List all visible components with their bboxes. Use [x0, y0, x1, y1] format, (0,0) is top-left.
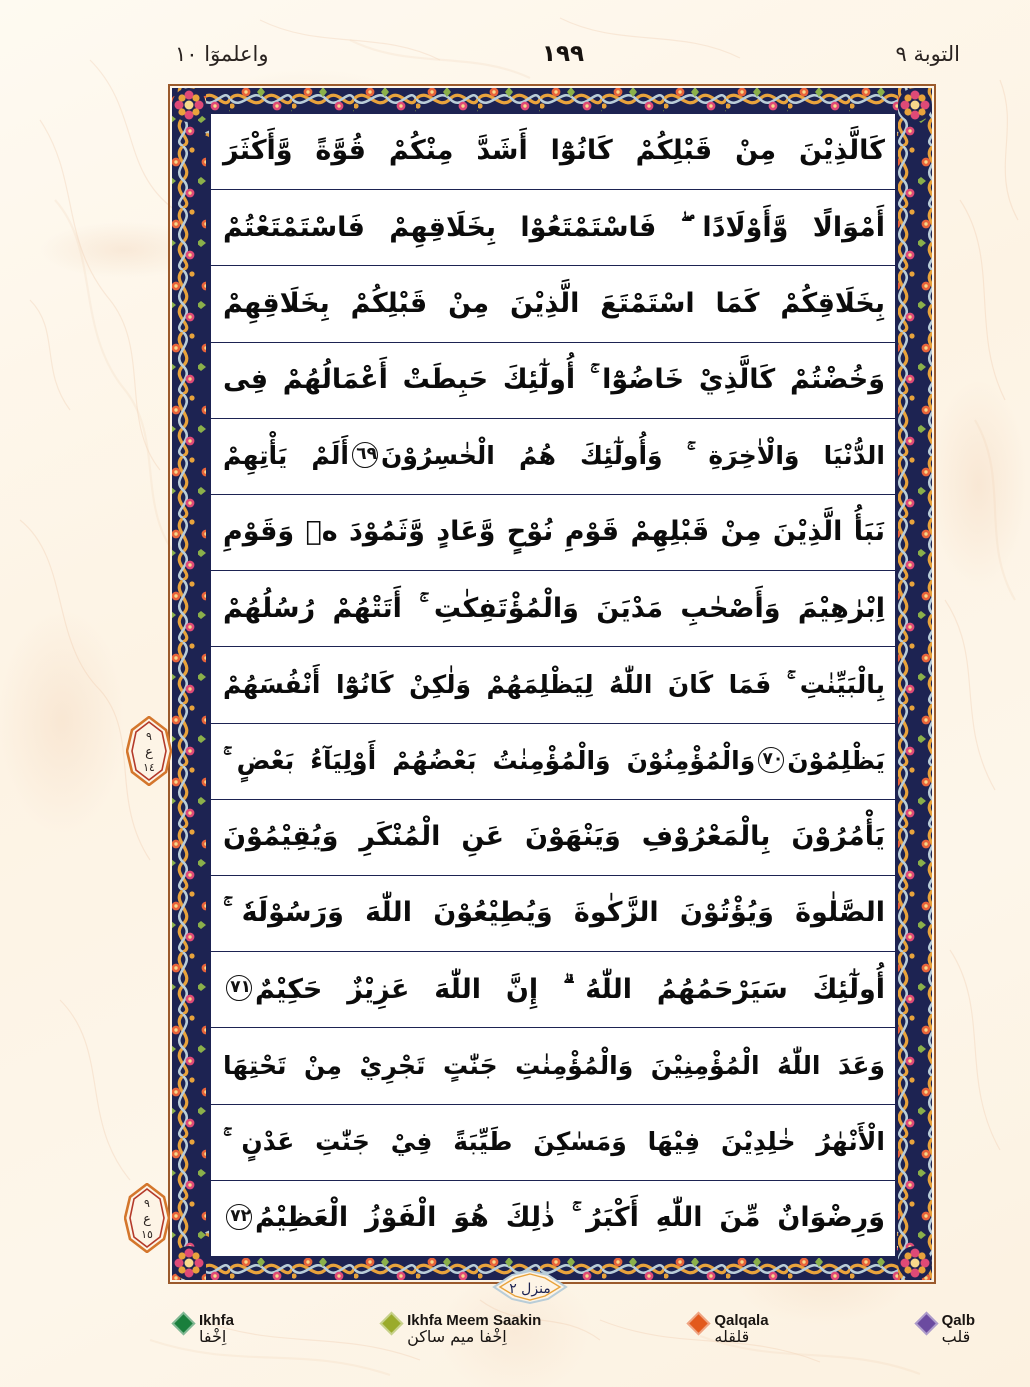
ayah-line-4	[211, 343, 895, 419]
ayah-line-13	[211, 1028, 895, 1104]
legend-label-ar: قلقله	[714, 1326, 750, 1346]
ruku-line-1: ٩	[146, 730, 152, 743]
ayah-line-5	[211, 419, 895, 495]
legend-label-ar: قلب	[941, 1326, 971, 1346]
page-number: ١٩٩	[541, 41, 585, 67]
ayah-number-marker: ٧٠	[758, 747, 784, 773]
ayah-number-marker: ٦٩	[352, 442, 378, 468]
ayah-segment: أُولٰٓئِكَ سَيَرْحَمُهُمُ اللّٰهُ ۗ إِنَّ اللّٰهَ عَزِيْزٌ حَكِيْمٌ	[255, 973, 885, 1005]
ayah-segment: الدُّنْيَا وَالْاٰخِرَةِ ۚ وَأُولٰٓئِكَ هُمُ الْخٰسِرُوْنَ	[380, 440, 885, 470]
manzil-marker	[492, 1270, 568, 1304]
legend-label-en: Ikhfa	[199, 1312, 235, 1329]
legend-label-en: Qalb	[941, 1312, 975, 1329]
header-surah-label: التوبة ٩	[895, 42, 960, 66]
ayah-line-2	[211, 190, 895, 266]
ayah-segment: وَرِضْوَانٌ مِّنَ اللّٰهِ أَكْبَرُ ۚ ذٰلِكَ هُوَ الْفَوْزُ الْعَظِيْمُ	[255, 1202, 885, 1234]
ikhfa-color-swatch-icon	[171, 1311, 195, 1335]
legend-label-ar: اِخْفا ميم ساكن	[407, 1326, 507, 1346]
ruku-line-3: ١٤	[143, 761, 155, 774]
legend-label-en: Ikhfa Meem Saakin	[407, 1312, 542, 1329]
ruku-marker-top	[126, 716, 172, 786]
ayah-segment: أَلَمْ يَأْتِهِمْ	[223, 440, 349, 470]
ayah-line-1	[211, 114, 895, 190]
ayah-number-marker: ٧٢	[226, 1204, 252, 1230]
ayah-line-text: وَخُضْتُمْ كَالَّذِيْ خَاضُوْٓا ۚ أُولٰٓئِكَ حَبِطَتْ أَعْمَالُهُمْ فِى	[223, 364, 885, 396]
ayah-line-text: نَبَأُ الَّذِيْنَ مِنْ قَبْلِهِمْ قَوْمِ نُوْحٍ وَّعَادٍ وَّثَمُوْدَ ەۙ وَقَوْمِ	[223, 516, 885, 548]
ayah-line-9	[211, 724, 895, 800]
legend-labels	[714, 1312, 768, 1346]
legend-item-ikhfa-meem-saakin	[383, 1312, 541, 1346]
ayah-line-text	[223, 1204, 885, 1232]
ruku-line-2: ع	[145, 745, 153, 760]
ayah-line-12	[211, 952, 895, 1028]
header-juz-label: واعلموٓا ١٠	[175, 42, 269, 66]
ruku-line-3: ١٥	[141, 1228, 153, 1241]
qalb-color-swatch-icon	[914, 1311, 938, 1335]
ayah-line-7	[211, 571, 895, 647]
ayah-line-text	[223, 973, 885, 1005]
ruku-marker-bottom	[124, 1183, 170, 1253]
legend-labels	[199, 1312, 234, 1346]
legend-item-qalb	[918, 1312, 975, 1346]
ayah-line-11	[211, 876, 895, 952]
ayah-line-text: الصَّلٰوةَ وَيُؤْتُوْنَ الزَّكٰوةَ وَيُطِيْعُوْنَ اللّٰهَ وَرَسُوْلَهٗ ۚ	[223, 897, 885, 929]
ayah-line-text: بِالْبَيِّنٰتِ ۚ فَمَا كَانَ اللّٰهُ لِيَظْلِمَهُمْ وَلٰكِنْ كَانُوْٓا أَنْفُسَهُمْ	[223, 669, 885, 699]
ayah-line-3	[211, 266, 895, 342]
ayah-line-text: وَعَدَ اللّٰهُ الْمُؤْمِنِيْنَ وَالْمُؤْمِنٰتِ جَنّٰتٍ تَجْرِيْ مِنْ تَحْتِهَا	[223, 1050, 885, 1080]
tajweed-legend	[175, 1312, 975, 1376]
ruku-line-1: ٩	[144, 1197, 150, 1210]
ayah-number-marker: ٧١	[226, 975, 252, 1001]
ayah-line-text: كَالَّذِيْنَ مِنْ قَبْلِكُمْ كَانُوْٓا أَشَدَّ مِنْكُمْ قُوَّةً وَّأَكْثَرَ	[223, 135, 885, 167]
ayah-segment: وَالْمُؤْمِنُوْنَ وَالْمُؤْمِنٰتُ بَعْضُهُمْ أَوْلِيَآءُ بَعْضٍ ۚ	[223, 745, 756, 775]
ayah-line-14	[211, 1105, 895, 1181]
legend-item-ikhfa	[175, 1312, 234, 1346]
legend-labels	[942, 1312, 975, 1346]
legend-item-qalqala	[690, 1312, 768, 1346]
ayah-line-text: اِبْرٰهِيْمَ وَأَصْحٰبِ مَدْيَنَ وَالْمُؤْتَفِكٰتِ ۚ أَتَتْهُمْ رُسُلُهُمْ	[223, 592, 885, 624]
ruku-line-2: ع	[143, 1212, 151, 1227]
qalqala-color-swatch-icon	[687, 1311, 711, 1335]
legend-labels	[407, 1312, 541, 1346]
ayah-line-text	[223, 440, 885, 470]
ayah-line-text: يَأْمُرُوْنَ بِالْمَعْرُوْفِ وَيَنْهَوْنَ عَنِ الْمُنْكَرِ وَيُقِيْمُوْنَ	[223, 821, 885, 853]
ayah-segment: يَظْلِمُوْنَ	[787, 745, 885, 775]
ayah-line-15	[211, 1181, 895, 1256]
ayah-line-6	[211, 495, 895, 571]
ikhfa-meem-saakin-color-swatch-icon	[380, 1311, 404, 1335]
ayah-line-10	[211, 800, 895, 876]
quran-text-panel	[209, 112, 897, 1258]
ayah-line-text	[223, 745, 885, 775]
ayah-line-text: بِخَلَاقِكُمْ كَمَا اسْتَمْتَعَ الَّذِيْنَ مِنْ قَبْلِكُمْ بِخَلَاقِهِمْ	[223, 287, 885, 319]
ayah-line-8	[211, 647, 895, 723]
ayah-line-text: الْأَنْهٰرُ خٰلِدِيْنَ فِيْهَا وَمَسٰكِنَ طَيِّبَةً فِيْ جَنّٰتِ عَدْنٍ ۚ	[223, 1127, 885, 1157]
legend-label-en: Qalqala	[714, 1312, 769, 1329]
page-header	[175, 34, 960, 74]
manzil-label: منزل ٢	[509, 1281, 551, 1297]
ayah-line-text: أَمْوَالًا وَّأَوْلَادًا ۖ فَاسْتَمْتَعُوْا بِخَلَاقِهِمْ فَاسْتَمْتَعْتُمْ	[223, 211, 885, 243]
legend-label-ar: اِخْفا	[199, 1326, 227, 1346]
